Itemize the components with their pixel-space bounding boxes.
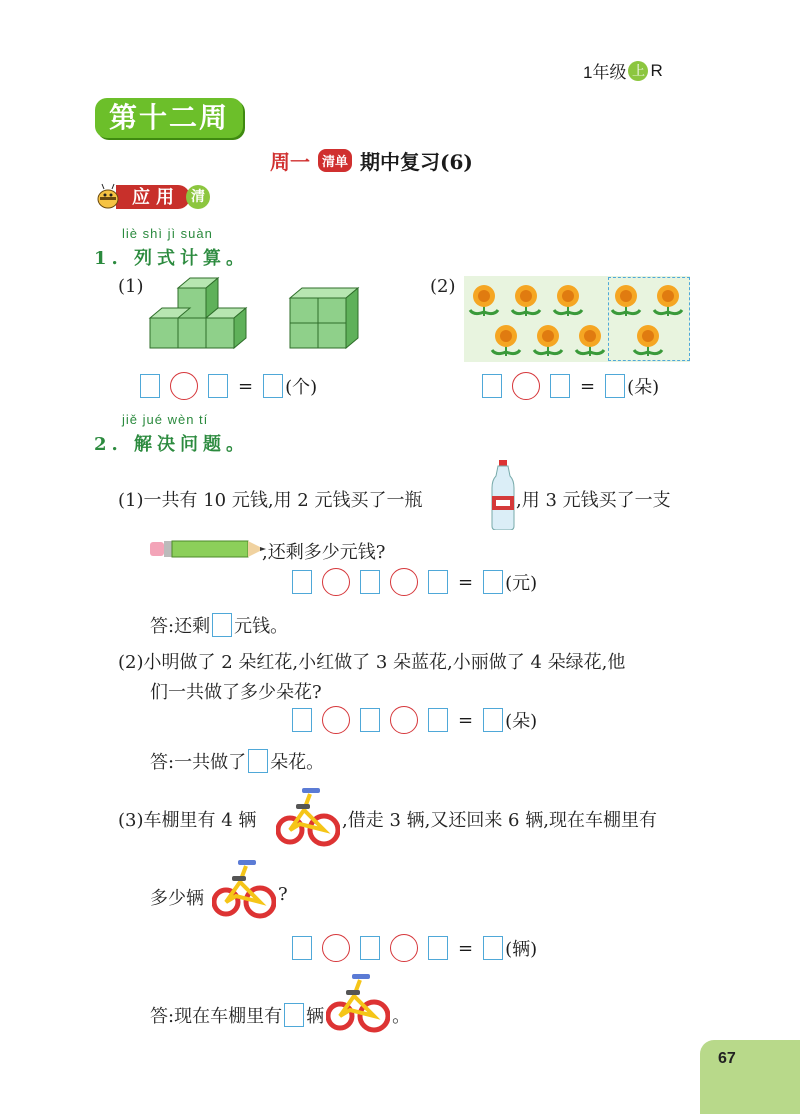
equals-sign: = <box>458 937 474 959</box>
answer-box[interactable] <box>292 570 312 594</box>
cube-blocks-image <box>148 274 360 354</box>
pencil-icon <box>150 538 268 560</box>
checklist-badge: 清单 <box>318 149 352 172</box>
bicycle-icon <box>326 970 390 1034</box>
operator-circle[interactable] <box>322 934 350 962</box>
equals-sign: = <box>238 375 254 397</box>
answer-box[interactable] <box>428 708 448 732</box>
answer-box[interactable] <box>428 936 448 960</box>
answer-text: 辆 <box>306 1006 325 1027</box>
q2-p3-text-a: (3)车棚里有 4 辆 <box>118 810 257 831</box>
week-title: 第十二周 <box>95 98 243 138</box>
section-badge: 清 <box>186 185 210 209</box>
operator-circle[interactable] <box>390 934 418 962</box>
equals-sign: = <box>458 709 474 731</box>
q2-p1-answer <box>150 612 288 638</box>
q2-p3-text-c: 多少辆 <box>150 888 204 909</box>
result-box[interactable] <box>483 570 503 594</box>
grade-label <box>583 58 663 83</box>
section-label: 应用 <box>116 185 190 209</box>
unit-label: (个) <box>285 377 318 398</box>
answer-box[interactable] <box>482 374 502 398</box>
q2-p2-text-a: (2)小明做了 2 朵红花,小红做了 3 朵蓝花,小丽做了 4 朵绿花,他 <box>118 652 626 673</box>
q2-p3-text-b: ,借走 3 辆,又还回来 6 辆,现在车棚里有 <box>342 810 657 831</box>
answer-box[interactable] <box>208 374 228 398</box>
answer-text: 。 <box>392 1006 411 1027</box>
q2-p3-answer <box>150 996 410 1034</box>
bicycle-icon <box>212 856 276 920</box>
operator-circle[interactable] <box>170 372 198 400</box>
q2-p1-equation <box>292 568 537 596</box>
answer-box[interactable] <box>428 570 448 594</box>
answer-box[interactable] <box>248 749 268 773</box>
q1-part2-label: (2) <box>430 276 456 297</box>
q1-pinyin: liè shì jì suàn <box>122 226 213 241</box>
answer-box[interactable] <box>212 613 232 637</box>
q2-p2-text-b: 们一共做了多少朵花? <box>150 682 322 703</box>
unit-label: (元) <box>505 573 538 594</box>
q1-part1-label: (1) <box>118 276 144 297</box>
unit-label: (朵) <box>627 377 660 398</box>
bicycle-icon <box>276 784 340 848</box>
answer-box[interactable] <box>360 936 380 960</box>
equals-sign: = <box>458 571 474 593</box>
q2-p2-equation <box>292 706 537 734</box>
answer-box[interactable] <box>360 708 380 732</box>
q2-pinyin: jiě jué wèn tí <box>122 412 209 427</box>
q2-p3-text-d: ? <box>278 884 288 905</box>
q2-p3-equation <box>292 934 537 962</box>
page-number-tab <box>700 1040 800 1114</box>
operator-circle[interactable] <box>322 706 350 734</box>
water-bottle-icon <box>490 460 516 530</box>
operator-circle[interactable] <box>390 706 418 734</box>
q1-title: 1. 列式计算。 <box>94 248 250 269</box>
answer-box[interactable] <box>140 374 160 398</box>
result-box[interactable] <box>605 374 625 398</box>
q2-p1-text-b: ,用 3 元钱买了一支 <box>516 490 671 511</box>
result-box[interactable] <box>483 708 503 732</box>
q2-p1-text-c: ,还剩多少元钱? <box>262 542 386 563</box>
answer-box[interactable] <box>284 1003 304 1027</box>
day-title <box>270 146 473 175</box>
bee-icon <box>94 183 122 211</box>
result-box[interactable] <box>483 936 503 960</box>
equals-sign: = <box>580 375 596 397</box>
answer-text: 答:还剩 <box>150 616 211 637</box>
q1-part1-equation <box>140 372 317 400</box>
grade-text: 1年级 <box>583 63 627 82</box>
operator-circle[interactable] <box>512 372 540 400</box>
answer-box[interactable] <box>550 374 570 398</box>
topic-title: 期中复习(6) <box>360 150 473 174</box>
edition-letter: R <box>650 60 663 80</box>
answer-box[interactable] <box>360 570 380 594</box>
q2-title: 2. 解决问题。 <box>94 434 250 455</box>
unit-label: (辆) <box>505 939 538 960</box>
operator-circle[interactable] <box>390 568 418 596</box>
answer-box[interactable] <box>292 936 312 960</box>
page-number: 67 <box>718 1050 736 1067</box>
grade-badge: 上 <box>628 61 648 81</box>
answer-text: 朵花。 <box>270 752 325 773</box>
q2-p1-text-a: (1)一共有 10 元钱,用 2 元钱买了一瓶 <box>118 490 423 511</box>
answer-text: 答:现在车棚里有 <box>150 1006 283 1027</box>
q2-p2-answer <box>150 748 324 774</box>
result-box[interactable] <box>263 374 283 398</box>
answer-text: 答:一共做了 <box>150 752 247 773</box>
operator-circle[interactable] <box>322 568 350 596</box>
day-label: 周一 <box>270 150 310 174</box>
section-header <box>94 183 210 211</box>
q1-part2-equation <box>482 372 659 400</box>
unit-label: (朵) <box>505 711 538 732</box>
flower-group-outline <box>608 277 690 361</box>
answer-box[interactable] <box>292 708 312 732</box>
answer-text: 元钱。 <box>234 616 289 637</box>
